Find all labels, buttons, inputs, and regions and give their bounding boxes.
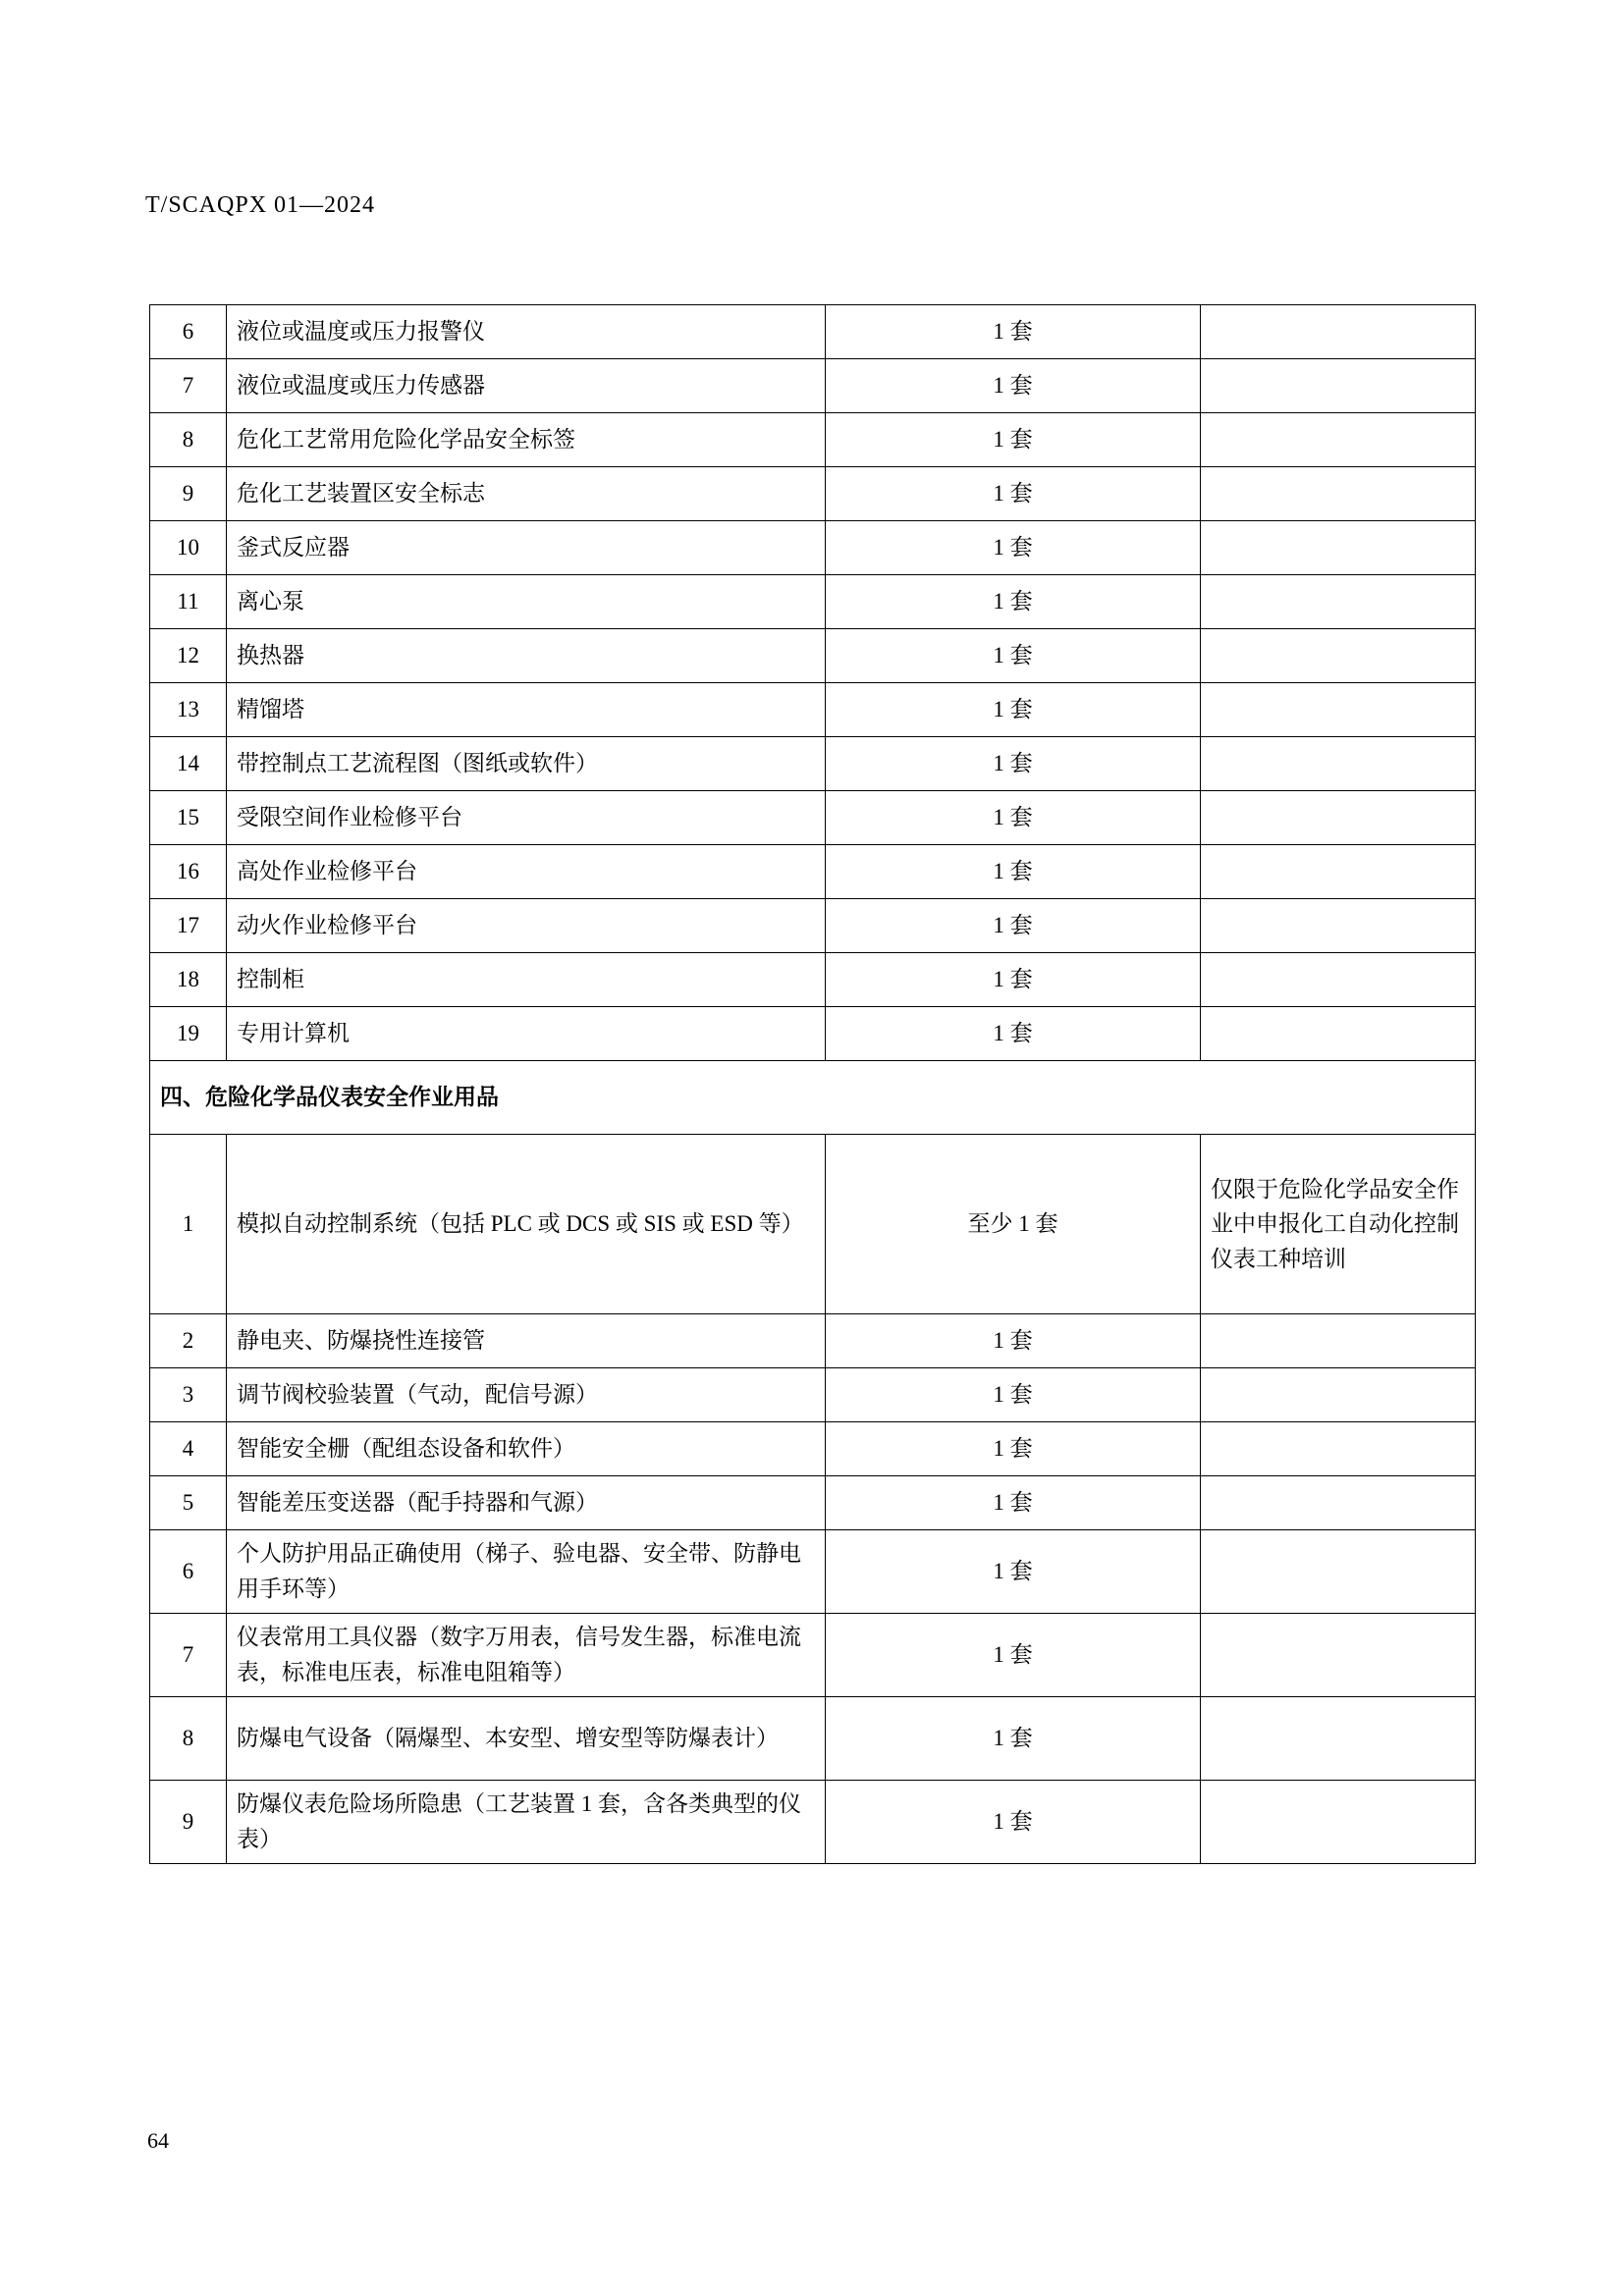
table-row — [150, 1135, 1476, 1314]
row-number: 11 — [150, 575, 227, 629]
row-note — [1201, 791, 1476, 845]
row-number: 2 — [150, 1314, 227, 1368]
table-row — [150, 575, 1476, 629]
row-quantity: 1 套 — [826, 1476, 1201, 1530]
row-number: 15 — [150, 791, 227, 845]
row-item-name: 离心泵 — [227, 575, 826, 629]
row-quantity: 1 套 — [826, 305, 1201, 359]
row-item-name: 控制柜 — [227, 953, 826, 1007]
equipment-table — [149, 304, 1476, 1864]
row-note — [1201, 1007, 1476, 1061]
row-item-name: 个人防护用品正确使用（梯子、验电器、安全带、防静电用手环等） — [227, 1530, 826, 1614]
row-quantity: 1 套 — [826, 953, 1201, 1007]
row-quantity: 1 套 — [826, 1007, 1201, 1061]
document-header: T/SCAQPX 01—2024 — [145, 192, 376, 218]
table-row — [150, 1614, 1476, 1697]
row-number: 14 — [150, 737, 227, 791]
table-body — [150, 305, 1476, 1864]
row-note — [1201, 1368, 1476, 1422]
row-number: 8 — [150, 413, 227, 467]
row-note — [1201, 1422, 1476, 1476]
row-quantity: 1 套 — [826, 899, 1201, 953]
row-note — [1201, 737, 1476, 791]
table-row — [150, 791, 1476, 845]
table-row — [150, 683, 1476, 737]
row-quantity: 1 套 — [826, 1614, 1201, 1697]
row-item-name: 智能差压变送器（配手持器和气源） — [227, 1476, 826, 1530]
row-quantity: 1 套 — [826, 413, 1201, 467]
row-quantity: 1 套 — [826, 845, 1201, 899]
row-note — [1201, 1530, 1476, 1614]
row-item-name: 液位或温度或压力传感器 — [227, 359, 826, 413]
table-row — [150, 1530, 1476, 1614]
row-quantity: 1 套 — [826, 791, 1201, 845]
row-item-name: 带控制点工艺流程图（图纸或软件） — [227, 737, 826, 791]
row-number: 1 — [150, 1135, 227, 1314]
row-number: 7 — [150, 359, 227, 413]
row-note — [1201, 629, 1476, 683]
row-item-name: 智能安全栅（配组态设备和软件） — [227, 1422, 826, 1476]
table-row — [150, 899, 1476, 953]
row-quantity: 1 套 — [826, 1314, 1201, 1368]
row-note — [1201, 845, 1476, 899]
row-note — [1201, 521, 1476, 575]
row-note — [1201, 575, 1476, 629]
table-row — [150, 1476, 1476, 1530]
table-row — [150, 359, 1476, 413]
row-quantity: 1 套 — [826, 1422, 1201, 1476]
table-row — [150, 305, 1476, 359]
row-quantity: 至少 1 套 — [826, 1135, 1201, 1314]
row-note: 仅限于危险化学品安全作业中申报化工自动化控制仪表工种培训 — [1201, 1135, 1476, 1314]
row-quantity: 1 套 — [826, 467, 1201, 521]
table-row — [150, 953, 1476, 1007]
table-row — [150, 737, 1476, 791]
row-number: 4 — [150, 1422, 227, 1476]
row-note — [1201, 1314, 1476, 1368]
row-item-name: 高处作业检修平台 — [227, 845, 826, 899]
row-number: 12 — [150, 629, 227, 683]
row-note — [1201, 467, 1476, 521]
row-quantity: 1 套 — [826, 1368, 1201, 1422]
row-note — [1201, 899, 1476, 953]
row-quantity: 1 套 — [826, 1530, 1201, 1614]
row-item-name: 换热器 — [227, 629, 826, 683]
table-row — [150, 629, 1476, 683]
row-item-name: 调节阀校验装置（气动，配信号源） — [227, 1368, 826, 1422]
table-row — [150, 1007, 1476, 1061]
row-item-name: 仪表常用工具仪器（数字万用表，信号发生器，标准电流表，标准电压表，标准电阻箱等） — [227, 1614, 826, 1697]
row-note — [1201, 359, 1476, 413]
table-row — [150, 521, 1476, 575]
row-number: 17 — [150, 899, 227, 953]
row-number: 6 — [150, 1530, 227, 1614]
row-note — [1201, 413, 1476, 467]
row-item-name: 危化工艺常用危险化学品安全标签 — [227, 413, 826, 467]
row-note — [1201, 683, 1476, 737]
table-row — [150, 1697, 1476, 1781]
table-row — [150, 413, 1476, 467]
row-number: 8 — [150, 1697, 227, 1781]
row-quantity: 1 套 — [826, 359, 1201, 413]
row-number: 6 — [150, 305, 227, 359]
row-item-name: 危化工艺装置区安全标志 — [227, 467, 826, 521]
row-number: 13 — [150, 683, 227, 737]
row-note — [1201, 1697, 1476, 1781]
row-note — [1201, 1614, 1476, 1697]
row-number: 9 — [150, 467, 227, 521]
row-item-name: 专用计算机 — [227, 1007, 826, 1061]
table-row — [150, 1422, 1476, 1476]
row-item-name: 防爆电气设备（隔爆型、本安型、增安型等防爆表计） — [227, 1697, 826, 1781]
row-quantity: 1 套 — [826, 1697, 1201, 1781]
table-row — [150, 467, 1476, 521]
row-note — [1201, 305, 1476, 359]
row-number: 7 — [150, 1614, 227, 1697]
row-quantity: 1 套 — [826, 629, 1201, 683]
row-number: 3 — [150, 1368, 227, 1422]
row-item-name: 防爆仪表危险场所隐患（工艺装置 1 套，含各类典型的仪表） — [227, 1781, 826, 1864]
table-section-row — [150, 1061, 1476, 1135]
page-number: 64 — [147, 2128, 169, 2153]
row-number: 5 — [150, 1476, 227, 1530]
row-item-name: 液位或温度或压力报警仪 — [227, 305, 826, 359]
row-item-name: 受限空间作业检修平台 — [227, 791, 826, 845]
row-number: 19 — [150, 1007, 227, 1061]
row-note — [1201, 1476, 1476, 1530]
row-item-name: 模拟自动控制系统（包括 PLC 或 DCS 或 SIS 或 ESD 等） — [227, 1135, 826, 1314]
table-row — [150, 1368, 1476, 1422]
row-quantity: 1 套 — [826, 1781, 1201, 1864]
row-note — [1201, 953, 1476, 1007]
row-quantity: 1 套 — [826, 737, 1201, 791]
row-item-name: 精馏塔 — [227, 683, 826, 737]
table-row — [150, 1781, 1476, 1864]
table-row — [150, 845, 1476, 899]
row-number: 9 — [150, 1781, 227, 1864]
row-number: 10 — [150, 521, 227, 575]
row-quantity: 1 套 — [826, 683, 1201, 737]
section-title: 四、危险化学品仪表安全作业用品 — [150, 1061, 1476, 1135]
row-item-name: 动火作业检修平台 — [227, 899, 826, 953]
row-number: 16 — [150, 845, 227, 899]
table-row — [150, 1314, 1476, 1368]
row-number: 18 — [150, 953, 227, 1007]
row-note — [1201, 1781, 1476, 1864]
row-item-name: 静电夹、防爆挠性连接管 — [227, 1314, 826, 1368]
row-item-name: 釜式反应器 — [227, 521, 826, 575]
row-quantity: 1 套 — [826, 521, 1201, 575]
row-quantity: 1 套 — [826, 575, 1201, 629]
